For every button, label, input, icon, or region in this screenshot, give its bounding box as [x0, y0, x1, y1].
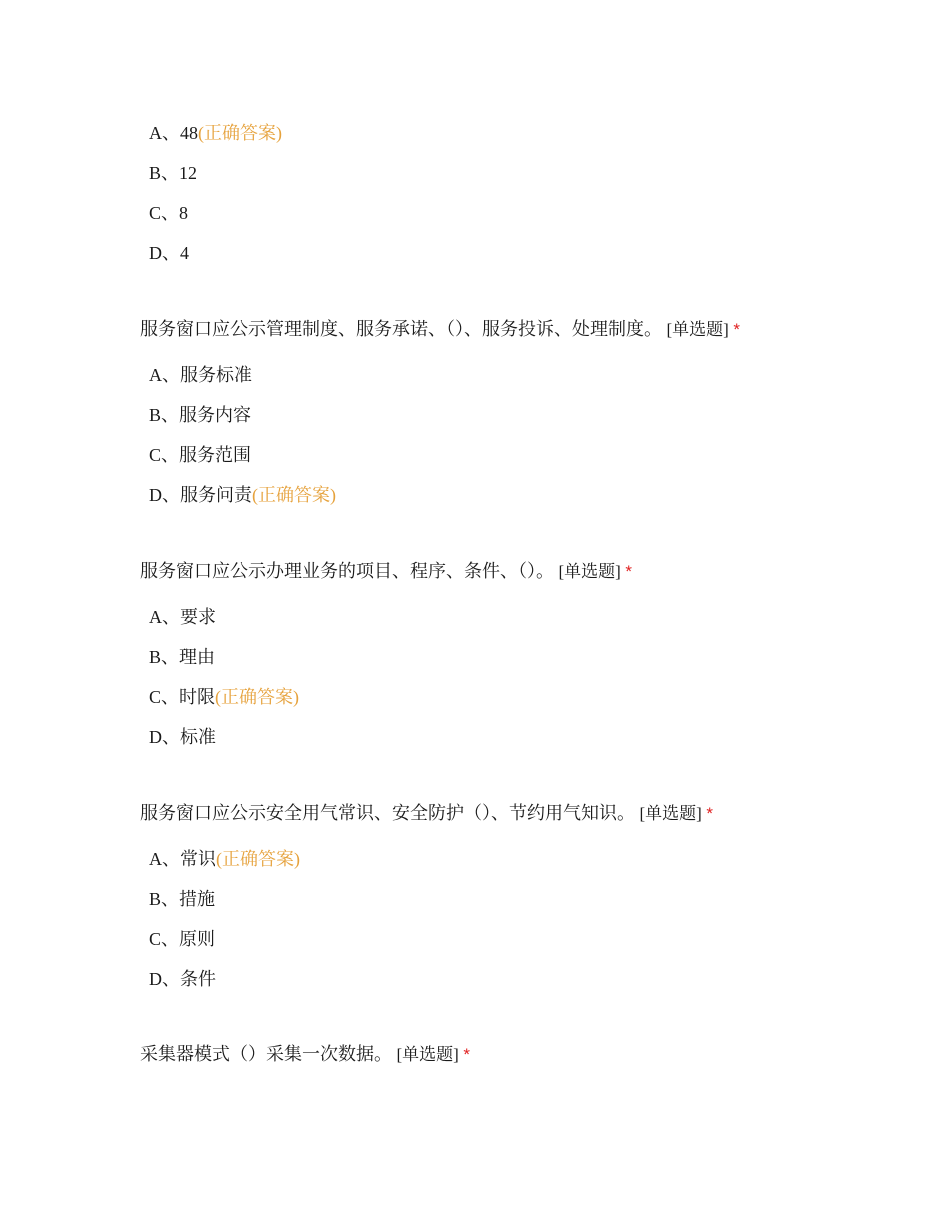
option-c[interactable]: C、时限(正确答案) [149, 687, 300, 707]
required-asterisk: * [625, 562, 632, 581]
required-asterisk: * [733, 320, 740, 339]
option-text: 常识 [180, 849, 216, 869]
required-asterisk: * [463, 1045, 470, 1064]
required-asterisk: * [706, 804, 713, 823]
option-c[interactable]: C、服务范围 [149, 445, 252, 465]
option-letter: C [149, 929, 162, 949]
option-text: 服务范围 [179, 445, 252, 465]
correct-answer-tag: (正确答案) [252, 485, 336, 505]
option-text: 条件 [180, 969, 216, 989]
option-a[interactable]: A、服务标准 [149, 365, 252, 385]
option-text: 8 [179, 203, 189, 223]
option-text: 服务问责 [180, 485, 252, 505]
option-b[interactable]: B、理由 [149, 647, 216, 667]
question-text: 服务窗口应公示管理制度、服务承诺、（）、服务投诉、处理制度。 [140, 319, 662, 339]
option-b[interactable]: B、措施 [149, 889, 216, 909]
option-text: 服务标准 [180, 365, 252, 385]
option-d[interactable]: D、4 [149, 243, 189, 263]
question-text: 采集器模式（）采集一次数据。 [140, 1044, 392, 1064]
option-letter: A [149, 607, 162, 627]
option-letter: D [149, 243, 162, 263]
option-letter: B [149, 647, 162, 667]
question-type-label: [单选题] [666, 320, 729, 339]
question-title [140, 317, 740, 342]
option-c[interactable]: C、原则 [149, 929, 216, 949]
option-text: 4 [180, 243, 189, 263]
option-letter: D [149, 969, 162, 989]
option-letter: C [149, 687, 162, 707]
correct-answer-tag: (正确答案) [215, 687, 300, 707]
question-title [140, 559, 632, 584]
option-text: 标准 [180, 727, 216, 747]
option-text: 措施 [179, 889, 216, 909]
question-text: 服务窗口应公示办理业务的项目、程序、条件、（）。 [140, 561, 554, 581]
option-letter: B [149, 163, 162, 183]
question-text: 服务窗口应公示安全用气常识、安全防护（）、节约用气知识。 [140, 803, 635, 823]
option-b[interactable]: B、12 [149, 163, 198, 183]
option-letter: A [149, 365, 162, 385]
option-text: 要求 [180, 607, 216, 627]
question-type-label: [单选题] [396, 1045, 459, 1064]
question-type-label: [单选题] [639, 804, 702, 823]
option-d[interactable]: D、服务问责(正确答案) [149, 485, 336, 505]
option-text: 理由 [179, 647, 216, 667]
option-letter: A [149, 849, 162, 869]
option-a[interactable]: A、48(正确答案) [149, 123, 282, 143]
option-letter: B [149, 889, 162, 909]
option-text: 时限 [179, 687, 216, 707]
option-b[interactable]: B、服务内容 [149, 405, 252, 425]
option-letter: C [149, 203, 162, 223]
option-text: 12 [179, 163, 198, 183]
correct-answer-tag: (正确答案) [198, 123, 282, 143]
option-letter: B [149, 405, 162, 425]
option-d[interactable]: D、标准 [149, 727, 216, 747]
question-type-label: [单选题] [558, 562, 621, 581]
option-letter: D [149, 485, 162, 505]
option-letter: D [149, 727, 162, 747]
correct-answer-tag: (正确答案) [216, 849, 300, 869]
option-d[interactable]: D、条件 [149, 969, 216, 989]
option-text: 服务内容 [179, 405, 252, 425]
option-text: 48 [180, 123, 198, 143]
option-a[interactable]: A、要求 [149, 607, 216, 627]
option-letter: A [149, 123, 162, 143]
option-a[interactable]: A、常识(正确答案) [149, 849, 300, 869]
option-text: 原则 [179, 929, 216, 949]
question-title [140, 1042, 470, 1067]
question-title [140, 801, 713, 826]
option-letter: C [149, 445, 162, 465]
option-c[interactable]: C、8 [149, 203, 189, 223]
